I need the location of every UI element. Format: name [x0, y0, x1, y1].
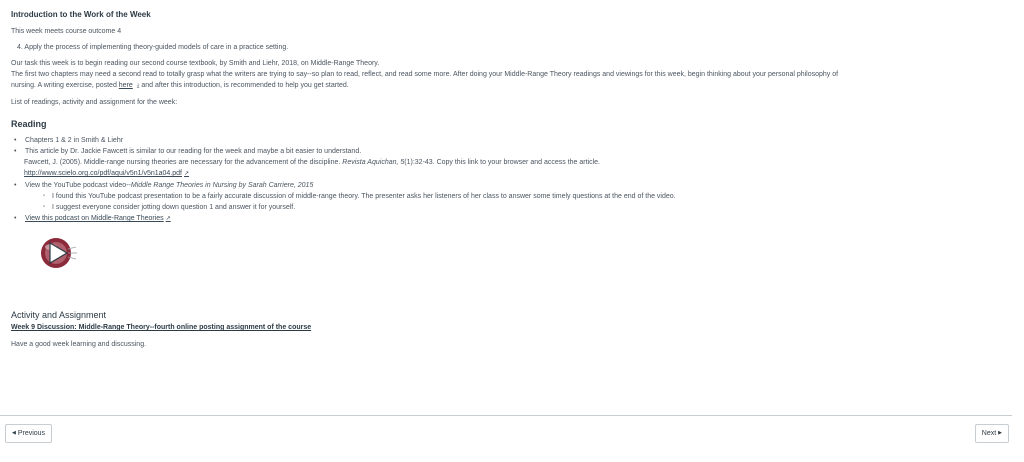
activity-heading: Activity and Assignment — [11, 310, 107, 320]
citation-post: (1):32-43. Copy this link to your browser and access the article. — [404, 159, 600, 166]
task-line-3 — [11, 80, 1011, 92]
discussion-link[interactable]: Week 9 Discussion: Middle-Range Theory--fourth online posting assignment of the course — [11, 324, 312, 331]
list-intro: List of readings, activity and assignment for the week: — [11, 99, 178, 106]
closing-text: Have a good week learning and discussing. — [11, 341, 147, 348]
podcast-link-text[interactable]: View this podcast on Middle-Range Theories — [25, 215, 164, 222]
task-description — [11, 58, 1011, 92]
page-title: Introduction to the Work of the Week — [11, 10, 151, 19]
video-note-2: ▫ I suggest everyone consider jotting down question 1 and answer it for yourself. — [43, 202, 1011, 213]
task-line-3-post: and after this introduction, is recommended to help you get started. — [139, 82, 349, 89]
triangle-left-icon: ◀ — [12, 430, 16, 436]
video-notes — [25, 191, 1011, 213]
video-thumbnail[interactable] — [37, 231, 79, 273]
reading-item-article — [11, 146, 1011, 157]
citation-link[interactable] — [24, 168, 1011, 180]
external-link-icon: ↗ — [184, 171, 190, 177]
page-content — [11, 6, 1011, 350]
outcome-intro: This week meets course outcome 4 — [11, 28, 122, 35]
course-outcome: 4. Apply the process of implementing theory-guided models of care in a practice setting. — [17, 44, 289, 51]
citation-pre: Fawcett, J. (2005). Middle-range nursing theories are necessary for the advancement of the discipline. — [24, 159, 343, 166]
video-pre: View the YouTube podcast video-- — [25, 182, 131, 189]
video-note-1: ▫ I found this YouTube podcast presentation to be a fairly accurate discussion of middle-range theory. The presenter asks her listeners of her class to answer some timely questions at the end of the video. — [43, 191, 1011, 202]
previous-button[interactable] — [5, 424, 52, 443]
external-link-icon: ↗ — [165, 216, 171, 222]
podcast-link[interactable] — [25, 215, 171, 222]
reading-heading: Reading — [11, 119, 47, 129]
video-play-icon — [37, 231, 79, 273]
module-nav-footer — [0, 415, 1012, 462]
video-title: Middle Range Theories in Nursing by Sarah Carriere, 2015 — [130, 182, 314, 189]
task-line-1: Our task this week is to begin reading our second course textbook, by Smith and Liehr, 2018, on Middle-Range Theory. — [11, 60, 380, 67]
citation-link-text[interactable]: http://www.scielo.org.co/pdf/aqui/v5n1/v5n1a04.pdf — [24, 170, 182, 177]
previous-label: Previous — [17, 430, 46, 437]
triangle-right-icon: ▶ — [998, 430, 1002, 436]
article-description: This article by Dr. Jackie Fawcett is similar to our reading for the week and maybe a bit easier to understand. — [25, 148, 362, 155]
next-label: Next — [981, 430, 997, 437]
reading-list — [11, 135, 1011, 225]
discussion-item — [11, 322, 1011, 333]
here-link[interactable]: here — [118, 82, 133, 89]
article-citation — [11, 157, 1011, 180]
task-line-3-pre: nursing. A writing exercise, posted — [11, 82, 119, 89]
reading-item-video — [11, 180, 1011, 213]
next-button[interactable] — [975, 424, 1009, 443]
task-line-2: The first two chapters may need a second read to totally grasp what the writers are trying to say--so plan to read, reflect, and read some more. After doing your Middle-Range Theory readings and viewings for this week, begin thinking about your personal philosophy of — [11, 71, 839, 78]
reading-item-podcast — [11, 213, 1011, 225]
download-icon[interactable]: ⤓ — [136, 83, 140, 89]
reading-item-chapters: • Chapters 1 & 2 in Smith & Liehr — [11, 135, 1011, 146]
citation-journal: Revista Aquichan, 5 — [342, 159, 405, 166]
